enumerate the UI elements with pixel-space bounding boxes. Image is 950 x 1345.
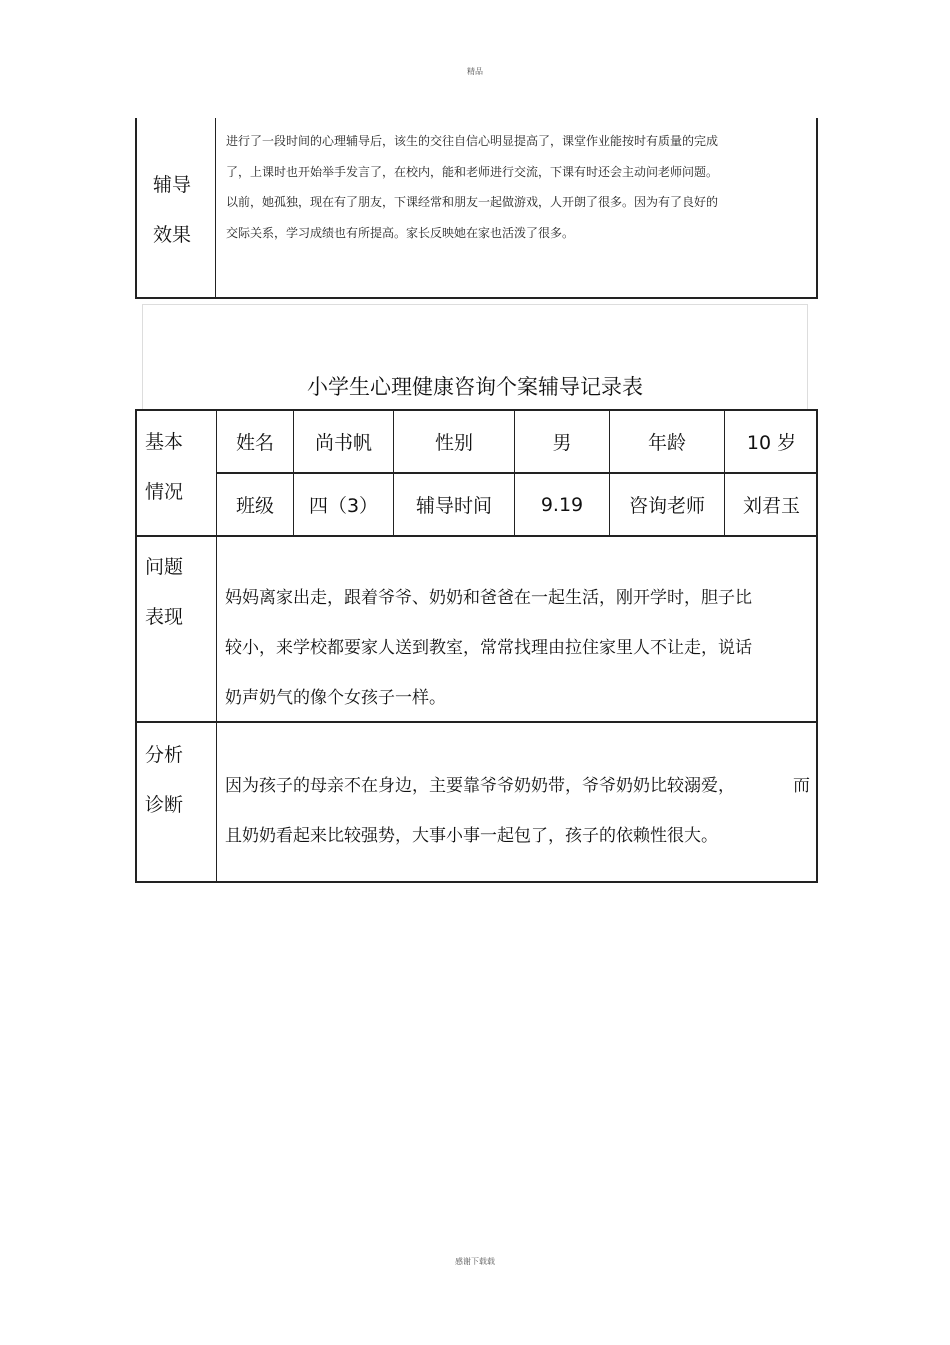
problem-label-line1: 问题 (145, 556, 184, 578)
effect-text (226, 126, 786, 248)
effect-section (135, 118, 818, 299)
effect-label-line2: 效果 (153, 224, 192, 246)
analysis-label-line1: 分析 (145, 744, 184, 766)
problem-line: 奶声奶气的像个女孩子一样。 (225, 688, 446, 708)
gender-value: 男 (552, 432, 572, 454)
analysis-line: 且奶奶看起来比较强势，大事小事一起包了，孩子的依赖性很大。 (225, 826, 718, 846)
age-label: 年龄 (647, 432, 686, 454)
gender-label: 性别 (434, 432, 473, 454)
page-header-mark: 精品 (467, 67, 483, 76)
age-value: 10 岁 (746, 432, 797, 454)
effect-line: 以前，她孤独，现在有了朋友，下课经常和朋友一起做游戏，人开朗了很多。因为有了良好的 (226, 195, 719, 209)
class-value: 四（3） (308, 495, 379, 517)
name-label: 姓名 (235, 432, 274, 454)
basic-label-line1: 基本 (145, 431, 184, 453)
page-footer-mark: 感谢下载载 (455, 1257, 495, 1266)
time-label: 辅导时间 (415, 495, 492, 517)
analysis-label-line2: 诊断 (145, 794, 184, 816)
effect-line: 了，上课时也开始举手发言了，在校内，能和老师进行交流，下课有时还会主动问老师问题。 (226, 164, 719, 179)
time-value: 9.19 (540, 493, 584, 516)
class-label: 班级 (235, 495, 274, 517)
problem-label-line2: 表现 (145, 606, 184, 628)
effect-label-line1: 辅导 (153, 174, 192, 196)
row-divider (137, 721, 818, 723)
problem-line: 妈妈离家出走，跟着爷爷、奶奶和爸爸在一起生活，刚开学时，胆子比 (225, 588, 752, 608)
analysis-line-tail: 而 (793, 776, 810, 796)
effect-line: 进行了一段时间的心理辅导后，该生的交往自信心明显提高了，课堂作业能按时有质量的完成 (226, 134, 719, 148)
effect-label-cell (137, 118, 216, 297)
effect-line: 交际关系，学习成绩也有所提高。家长反映她在家也活泼了很多。 (226, 225, 575, 240)
name-value: 尚书帆 (314, 432, 372, 454)
basic-label-line2: 情况 (145, 481, 184, 503)
analysis-line: 因为孩子的母亲不在身边，主要靠爷爷奶奶带，爷爷奶奶比较溺爱， (225, 776, 735, 796)
problem-line: 较小，来学校都要家人送到教室，常常找理由拉住家里人不让走，说话 (225, 638, 752, 658)
teacher-value: 刘君玉 (742, 495, 800, 517)
row-divider (137, 535, 818, 537)
document-title: 小学生心理健康咨询个案辅导记录表 (307, 375, 643, 399)
record-table (135, 409, 818, 883)
teacher-label: 咨询老师 (628, 495, 705, 517)
